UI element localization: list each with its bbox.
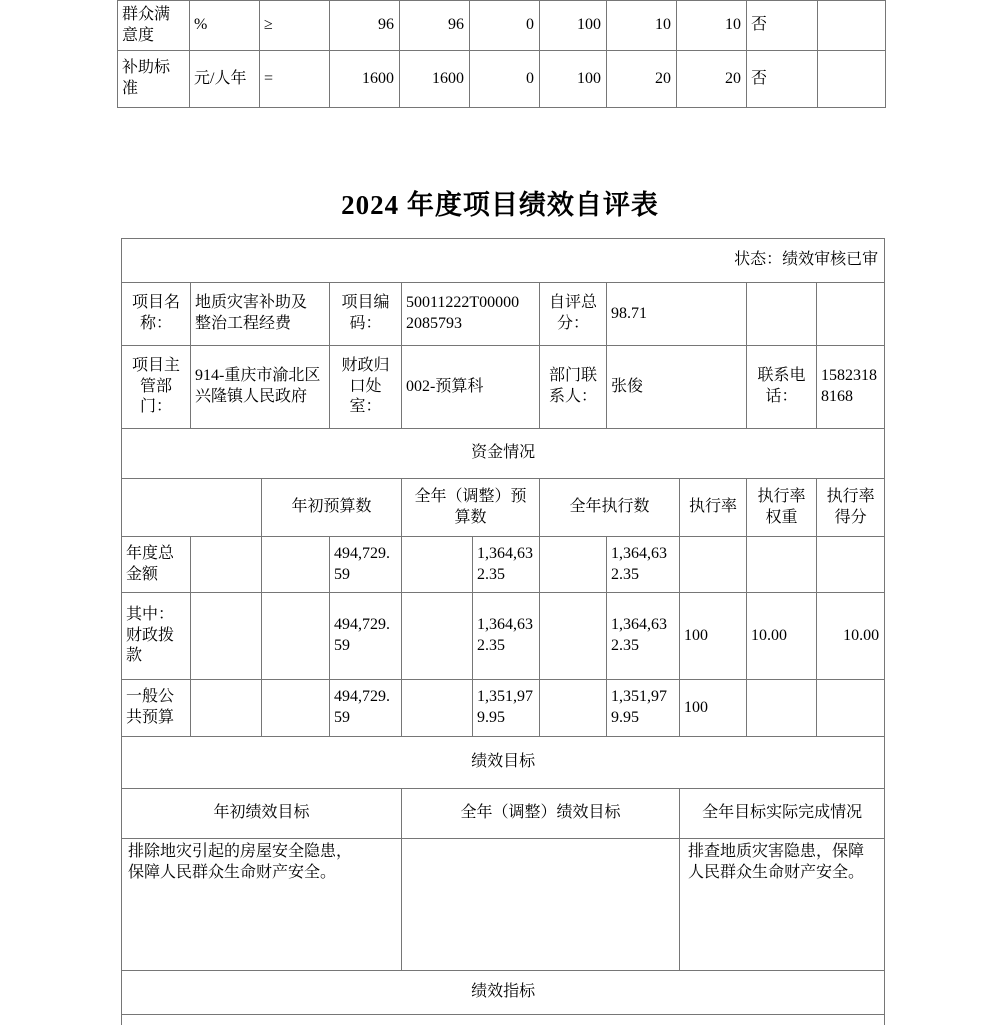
indicator-value-cell: 0 [470,51,540,108]
funding-rate-score-value [817,680,885,737]
empty-cell [191,593,262,680]
section-row [122,971,885,1015]
indicator-value-cell: 96 [400,1,470,51]
goals-section-title: 绩效目标 [122,737,885,789]
indicator-name-cell: 群众满意度 [118,1,190,51]
indicator-name-cell: 补助标准 [118,51,190,108]
funding-section-title: 资金情况 [122,429,885,479]
indicator-operator-cell: = [260,51,330,108]
project-name-label: 项目名称： [122,283,191,346]
indicator-extra-cell [818,1,886,51]
finance-office-label: 财政归口处室： [330,346,402,429]
empty-cell [540,593,607,680]
funding-header-rate: 执行率 [680,479,747,537]
empty-cell [122,1015,885,1025]
empty-cell [191,537,262,593]
indicator-value-cell: 1600 [400,51,470,108]
finance-office-value: 002-预算科 [402,346,540,429]
phone-label: 联系电话： [747,346,817,429]
funding-row [122,680,885,737]
indicator-value-cell: 10 [677,1,747,51]
funding-header-adjusted: 全年（调整）预算数 [402,479,540,537]
adjusted-goal-text [402,839,680,971]
funding-initial-value: 494,729.59 [330,537,402,593]
funding-rate-weight-value [747,537,817,593]
project-code-value: 50011222T000002085793 [402,283,540,346]
funding-rate-score-value [817,537,885,593]
goals-content-row [122,839,885,971]
funding-header-rate-score: 执行率得分 [817,479,885,537]
project-name-value: 地质灾害补助及整治工程经费 [191,283,330,346]
empty-cell [262,680,330,737]
funding-row-label: 年度总金额 [122,537,191,593]
funding-rate-value: 100 [680,593,747,680]
funding-initial-value: 494,729.59 [330,680,402,737]
indicator-value-cell: 100 [540,1,607,51]
goals-header-adjusted: 全年（调整）绩效目标 [402,789,680,839]
cut-off-row [122,1015,885,1025]
funding-rate-score-value: 10.00 [817,593,885,680]
indicator-flag-cell: 否 [747,1,818,51]
empty-cell [402,593,473,680]
indicator-value-cell: 100 [540,51,607,108]
goals-header-initial: 年初绩效目标 [122,789,402,839]
section-row [122,429,885,479]
project-info-row [122,346,885,429]
indicator-value-cell: 20 [677,51,747,108]
funding-header-executed: 全年执行数 [540,479,680,537]
table-row [118,1,886,51]
table-row [118,51,886,108]
project-code-label: 项目编码： [330,283,402,346]
indicators-section-title: 绩效指标 [122,971,885,1015]
empty-cell [262,593,330,680]
funding-executed-value: 1,364,632.35 [607,537,680,593]
goals-header-row [122,789,885,839]
contact-label: 部门联系人： [540,346,607,429]
page-title: 2024 年度项目绩效自评表 [341,190,659,220]
empty-cell [191,680,262,737]
self-score-value: 98.71 [607,283,747,346]
actual-completion-text: 排查地质灾害隐患，保障人民群众生命财产安全。 [680,839,885,971]
status-text: 状态：绩效审核已审 [122,239,885,283]
indicator-value-cell: 0 [470,1,540,51]
status-row [122,239,885,283]
indicator-unit-cell: 元/人年 [190,51,260,108]
indicator-unit-cell: % [190,1,260,51]
funding-rate-value: 100 [680,680,747,737]
funding-header-row [122,479,885,537]
empty-cell [747,283,817,346]
initial-goal-text: 排除地灾引起的房屋安全隐患，保障人民群众生命财产安全。 [122,839,402,971]
funding-rate-weight-value [747,680,817,737]
empty-cell [402,680,473,737]
indicator-operator-cell: ≥ [260,1,330,51]
section-row [122,737,885,789]
indicator-value-cell: 20 [607,51,677,108]
funding-header-rate-weight: 执行率权重 [747,479,817,537]
empty-cell [122,479,262,537]
indicator-value-cell: 1600 [330,51,400,108]
phone-value: 15823188168 [817,346,885,429]
empty-cell [540,680,607,737]
indicator-flag-cell: 否 [747,51,818,108]
contact-value: 张俊 [607,346,747,429]
funding-header-initial: 年初预算数 [262,479,402,537]
dept-label: 项目主管部门： [122,346,191,429]
project-info-row [122,283,885,346]
self-evaluation-table [121,238,885,1025]
empty-cell [540,537,607,593]
funding-rate-value [680,537,747,593]
funding-adjusted-value: 1,364,632.35 [473,537,540,593]
empty-cell [402,537,473,593]
funding-executed-value: 1,351,979.95 [607,680,680,737]
funding-row-label: 一般公共预算 [122,680,191,737]
funding-initial-value: 494,729.59 [330,593,402,680]
goals-header-actual: 全年目标实际完成情况 [680,789,885,839]
funding-row [122,537,885,593]
funding-adjusted-value: 1,364,632.35 [473,593,540,680]
funding-row-label: 其中：财政拨款 [122,593,191,680]
self-score-label: 自评总分： [540,283,607,346]
funding-rate-weight-value: 10.00 [747,593,817,680]
empty-cell [262,537,330,593]
indicator-value-cell: 96 [330,1,400,51]
funding-executed-value: 1,364,632.35 [607,593,680,680]
funding-row [122,593,885,680]
indicator-continuation-table [117,0,886,108]
dept-value: 914-重庆市渝北区兴隆镇人民政府 [191,346,330,429]
indicator-value-cell: 10 [607,1,677,51]
empty-cell [817,283,885,346]
funding-adjusted-value: 1,351,979.95 [473,680,540,737]
indicator-extra-cell [818,51,886,108]
